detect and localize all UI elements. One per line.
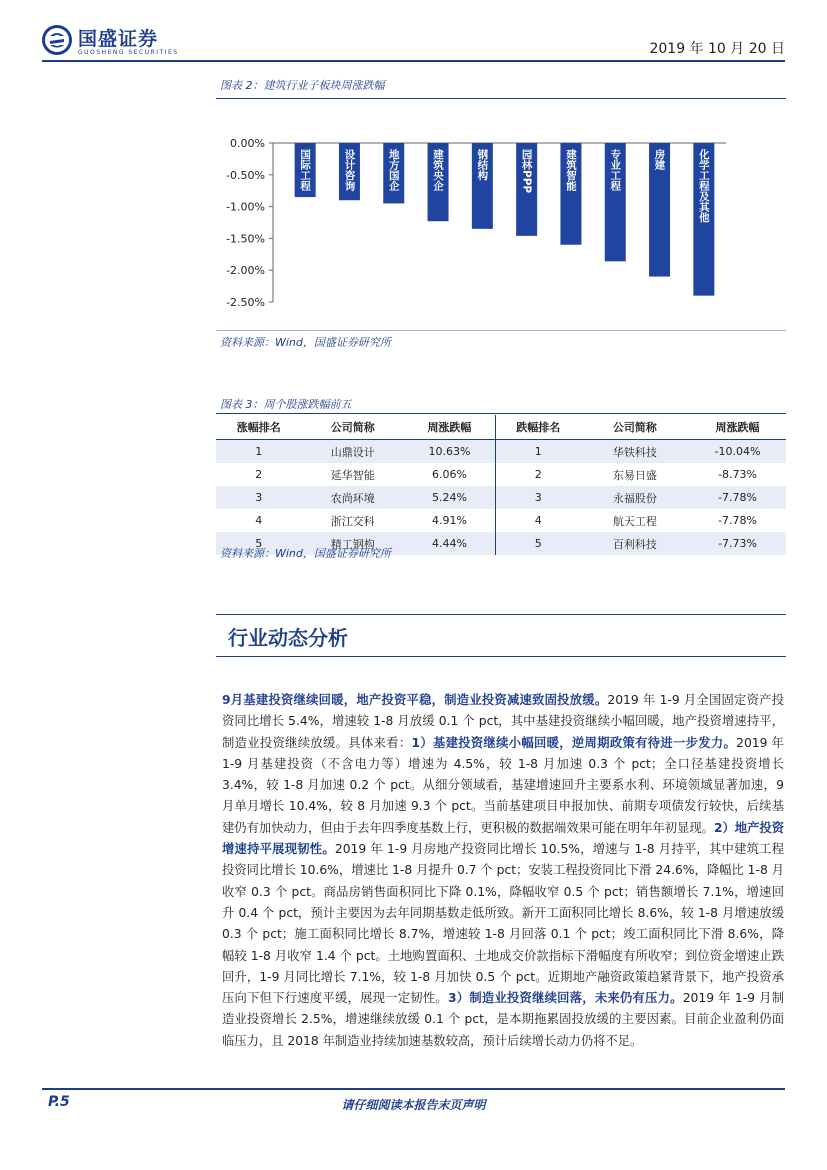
cell-gain-company: 精工钢构 xyxy=(302,532,405,555)
table-row xyxy=(216,463,786,486)
y-tick-label: -0.50% xyxy=(226,168,265,182)
cell-loss-company: 航天工程 xyxy=(612,514,657,528)
cell-loss-change: -7.78% xyxy=(689,486,786,509)
category-label: 建筑智能 xyxy=(564,149,577,191)
cell-gain-change: 4.44% xyxy=(404,532,495,555)
col-header-loss-company: 公司简称 xyxy=(581,415,689,440)
heading-real-estate: 2）地产投资增速持平展现韧性。 xyxy=(222,820,784,857)
cell-gain-company: 农尚环境 xyxy=(302,486,405,509)
y-tick-label: -2.00% xyxy=(226,264,265,278)
cell-loss-change: -7.78% xyxy=(718,514,757,527)
text-manufacturing: 2019 年 1-9 月制造业投资增长 2.5%，增速继续放缓 0.1 个 pct，是本期拖累固投放缓的主要因素。目前企业盈利仍面临压力，且 2018 年制造业持续加速基数较高，预计后续增长动力仍将不足。 xyxy=(222,991,784,1048)
page-number: P.5 xyxy=(48,1094,70,1110)
figure3-caption: 图表 3：周个股涨跌幅前五 xyxy=(220,398,352,411)
cell-loss-company: 百利科技 xyxy=(581,532,689,555)
header-divider xyxy=(42,60,785,62)
category-label: 地方国企 xyxy=(387,149,400,191)
cell-gain-rank: 3 xyxy=(216,486,302,509)
category-label: 钢结构 xyxy=(476,149,489,181)
cell-loss-rank: 4 xyxy=(495,509,581,532)
cell-loss-company: 东易日盛 xyxy=(612,468,657,482)
cell-loss-change: -10.04% xyxy=(689,440,786,464)
figure2-source: 资料来源：Wind，国盛证券研究所 xyxy=(220,336,391,349)
text-overview: 2019 年 1-9 月全国固定资产投资同比增长 5.4%，增速较 1-8 月放缓 0.1 个 pct，其中基建投资继续小幅回暖，地产投资增速持平，制造业投资继续放缓。具体来看： xyxy=(222,693,784,750)
category-label: 化学工程及其他 xyxy=(697,149,710,223)
y-tick-label: -1.50% xyxy=(226,232,265,246)
heading-infrastructure: 1）基建投资继续小幅回暖，逆周期政策有待进一步发力。 xyxy=(411,735,737,750)
text-real-estate: 2019 年 1-9 月房地产投资同比增长 10.5%，增速与 1-8 月持平，其中建筑工程投资同比增长 10.6%，增速比 1-8 月提升 0.7 个 pct；安装工程投资同比下滑 24.6%，降幅比 1-8 月收窄 0.3 个 pct。商品房销售面积同比下降 0.1%，降幅收窄 0.5 个 pct；销售额增长 7.1%，增速回升 0.4 个 pct，预计主要因为去年同期基数走低所致。新开工面积同比增长 8.6%，较 1-8 月增速放缓 0.3 个 pct；施工面积同比增长 8.7%，增速较 1-8 月回落 0.1 个 pct；竣工面积同比下滑 8.6%，降幅较 1-8 月收窄 1.4 个 pct。土地购置面积、土地成交价款指标下滑幅度有所收窄；到位资金增速止跌回升，1-9 月同比增长 7.1%，较 1-8 月加快 0.5 个 pct。近期地产融资政策趋紧背景下，地产投资承压向下但下行速度平缓，展现一定韧性。 xyxy=(222,842,784,1006)
cell-loss-change: -8.73% xyxy=(718,468,757,481)
table-row xyxy=(216,440,786,464)
brand-name: 国盛证券 xyxy=(78,28,159,50)
cell-loss-company: 华铁科技 xyxy=(581,440,689,464)
section-bottom-rule xyxy=(216,656,786,657)
footer-divider xyxy=(42,1088,785,1090)
y-tick-label: -2.50% xyxy=(226,296,265,309)
col-header-gain-company: 公司简称 xyxy=(302,415,405,440)
report-date: 2019 年 10 月 20 日 xyxy=(649,41,785,57)
col-header-loss-rank: 跌幅排名 xyxy=(495,415,581,440)
text-infrastructure: 2019 年 1-9 月基建投资（不含电力等）增速为 4.5%，较 1-8 月加速 0.3 个 pct；全口径基建投资增长 3.4%，较 1-8 月加速 0.2 个 pct。从细分领域看，基建增速回升主要系水利、环境领域显著加速，9 月单月增长 10.4%，较 8 月加速 9.3 个 pct。当前基建项目申报加快、前期专项债发行较快，后续基建仍有加快动力，但由于去年四季度基数上行，更积极的数据端效果可能在明年年初显现。 xyxy=(222,735,784,835)
category-label: 设计咨询 xyxy=(343,149,356,191)
cell-gain-rank: 2 xyxy=(255,468,263,481)
y-tick-label: -1.00% xyxy=(226,200,265,214)
figure3-caption-rule xyxy=(216,413,786,414)
cell-loss-company: 永福股份 xyxy=(581,486,689,509)
disclaimer-note: 请仔细阅读本报告末页声明 xyxy=(341,1098,486,1112)
cell-gain-change: 10.63% xyxy=(404,440,495,464)
section-top-rule xyxy=(216,614,786,615)
cell-gain-company: 山鼎设计 xyxy=(302,440,405,464)
analysis-paragraph xyxy=(222,690,784,1052)
table-header-row xyxy=(216,415,786,440)
logo-mark-icon xyxy=(42,25,72,55)
category-label: 园林PPP xyxy=(520,149,533,194)
section-title: 行业动态分析 xyxy=(228,626,348,650)
col-header-gain-change: 周涨跌幅 xyxy=(404,415,495,440)
top-movers-table xyxy=(216,415,786,555)
brand-logo xyxy=(42,22,182,62)
cell-loss-change: -7.73% xyxy=(689,532,786,555)
cell-loss-rank: 5 xyxy=(495,532,581,555)
figure3-source: 资料来源：Wind，国盛证券研究所 xyxy=(220,547,391,560)
cell-gain-company: 浙江交科 xyxy=(330,514,375,528)
table-row xyxy=(216,486,786,509)
cell-loss-rank: 1 xyxy=(495,440,581,464)
category-label: 专业工程 xyxy=(609,149,622,191)
sector-weekly-change-chart xyxy=(216,128,786,328)
col-header-loss-change: 周涨跌幅 xyxy=(689,415,786,440)
cell-gain-rank: 1 xyxy=(216,440,302,464)
figure2-caption-rule xyxy=(216,98,786,99)
cell-gain-rank: 5 xyxy=(216,532,302,555)
category-label: 国际工程 xyxy=(299,149,312,191)
cell-gain-company: 延华智能 xyxy=(330,468,375,482)
figure2-caption: 图表 2：建筑行业子板块周涨跌幅 xyxy=(220,79,385,92)
category-label: 建筑央企 xyxy=(432,149,445,191)
table-row xyxy=(216,509,786,532)
bars xyxy=(295,143,715,296)
cell-gain-rank: 4 xyxy=(255,514,263,527)
cell-loss-rank: 3 xyxy=(495,486,581,509)
cell-gain-change: 5.24% xyxy=(404,486,495,509)
cell-gain-change: 6.06% xyxy=(431,468,467,481)
figure2-bottom-rule xyxy=(216,330,786,331)
heading-manufacturing: 3）制造业投资继续回落，未来仍有压力。 xyxy=(447,991,683,1006)
cell-loss-rank: 2 xyxy=(495,463,581,486)
brand-subtitle: GUOSHENG SECURITIES xyxy=(78,49,179,56)
cell-gain-change: 4.91% xyxy=(431,514,467,527)
col-header-gain-rank: 涨幅排名 xyxy=(216,415,302,440)
y-tick-label: 0.00% xyxy=(230,137,265,150)
category-label: 房建 xyxy=(653,149,666,170)
heading-summary: 9月基建投资继续回暖，地产投资平稳，制造业投资减速致固投放缓。 xyxy=(222,693,608,707)
